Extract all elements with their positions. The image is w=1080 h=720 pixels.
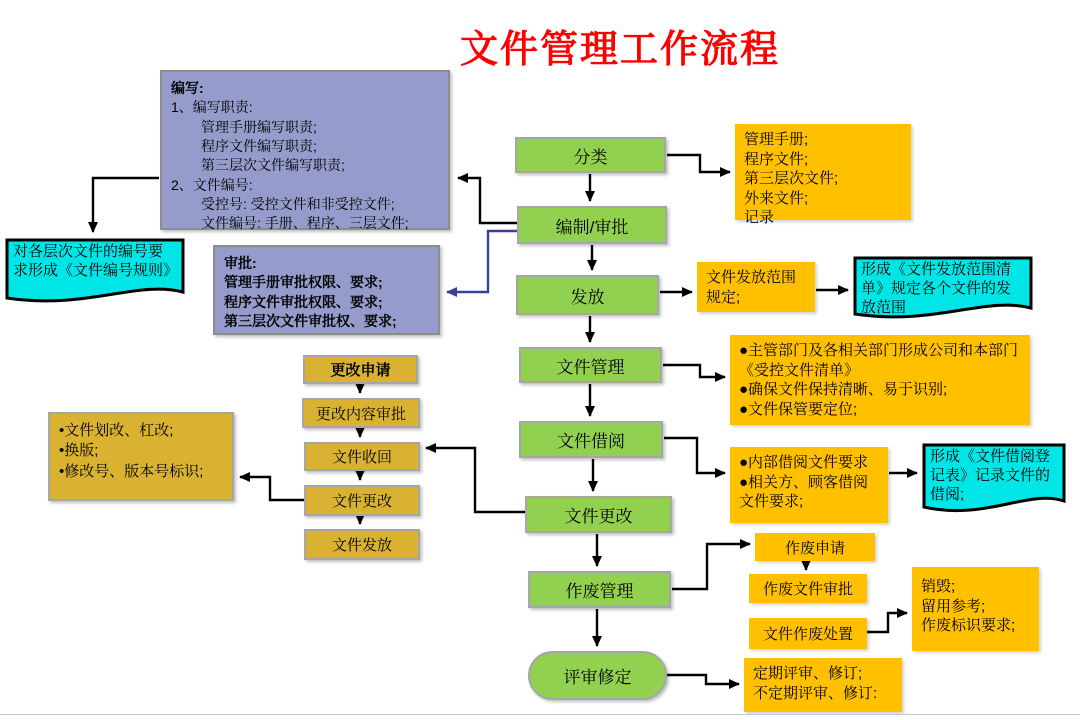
borrow-note bbox=[730, 447, 888, 523]
approve-note-line: 管理手册审批权限、要求; bbox=[224, 274, 383, 291]
approve-note-line: 程序文件审批权限、要求; bbox=[224, 293, 383, 310]
flow-step-distribute: 发放 bbox=[516, 275, 659, 315]
distribute-rule-note: 文件发放范围规定; bbox=[697, 262, 815, 312]
change-note bbox=[48, 412, 234, 501]
write-note-line: 2、文件编号: bbox=[171, 176, 253, 193]
dispose-note-line: 留用参考; bbox=[921, 597, 986, 615]
dispose-note bbox=[912, 567, 1039, 651]
flow-step-obsolete-manage: 作废管理 bbox=[528, 571, 671, 608]
borrow-note-line: ●内部借阅文件要求 bbox=[739, 454, 869, 471]
flow-step-doc-change: 文件更改 bbox=[525, 496, 672, 533]
obsolete-step-approve: 作废文件审批 bbox=[749, 574, 867, 603]
doc-types-line: 管理手册; bbox=[744, 131, 809, 148]
approve-note-heading: 审批: bbox=[224, 255, 257, 271]
flow-step-doc-borrow: 文件借阅 bbox=[519, 421, 663, 458]
change-step-change: 文件更改 bbox=[304, 485, 420, 516]
borrow-flag-text: 形成《文件借阅登记表》记录文件的借阅; bbox=[930, 448, 1051, 503]
bottom-divider bbox=[0, 714, 1080, 715]
review-note-line: 不定期评审、修订: bbox=[753, 684, 878, 702]
write-note-line: 第三层次文件编写职责; bbox=[201, 157, 345, 174]
approve-note bbox=[213, 245, 440, 335]
write-note bbox=[160, 70, 450, 230]
arrow-write-note-to-numbering-flag bbox=[93, 178, 159, 232]
change-step-recall: 文件收回 bbox=[304, 442, 420, 471]
arrow-compile-to-write-note bbox=[458, 178, 517, 223]
write-note-line: 文件编号: 手册、程序、三层文件; bbox=[201, 215, 409, 232]
doc-types-line: 第三层次文件; bbox=[744, 170, 839, 187]
arrow-compile-to-approve-note bbox=[447, 231, 517, 292]
write-note-heading: 编写: bbox=[171, 80, 204, 96]
doc-types-line: 记录 bbox=[744, 209, 775, 226]
arrow-borrow-to-borrow-note bbox=[664, 438, 725, 473]
change-step-content-approve: 更改内容审批 bbox=[302, 398, 420, 428]
write-note-line: 1、编写职责: bbox=[171, 99, 253, 116]
change-note-line: •修改号、版本号标识; bbox=[59, 462, 204, 480]
numbering-flag-text: 对各层次文件的编号要求形成《文件编号规则》 bbox=[13, 243, 179, 279]
arrow-obsolete-to-apply bbox=[672, 544, 750, 589]
doc-types-note bbox=[735, 124, 911, 226]
arrow-changeL-to-change-note bbox=[240, 477, 304, 500]
arrow-manage-to-manage-note bbox=[663, 365, 725, 377]
arrow-docchange-to-recall bbox=[426, 448, 526, 512]
approve-note-line: 第三层次文件审批权、要求; bbox=[224, 312, 397, 329]
arrow-dispose-to-dispose-note bbox=[866, 613, 907, 632]
write-note-line: 受控号: 受控文件和非受控文件; bbox=[201, 195, 395, 212]
doc-types-line: 程序文件; bbox=[744, 150, 809, 168]
dispose-note-line: 销毁; bbox=[921, 578, 956, 595]
write-note-line: 程序文件编写职责; bbox=[201, 137, 317, 154]
manage-note-line: ●确保文件保持清晰、易于识别; bbox=[739, 381, 948, 398]
change-note-line: •换版; bbox=[59, 442, 99, 460]
manage-note bbox=[730, 335, 1030, 425]
review-note bbox=[744, 658, 902, 712]
arrow-classify-to-doctypes bbox=[667, 155, 730, 172]
numbering-flag bbox=[5, 238, 185, 308]
dispose-note-line: 作废标识要求; bbox=[921, 617, 1016, 634]
doc-types-line: 外来文件; bbox=[744, 189, 809, 207]
change-step-apply: 更改申请 bbox=[303, 355, 418, 384]
borrow-note-line: ●相关方、顾客借阅文件要求; bbox=[739, 473, 869, 510]
borrow-flag bbox=[922, 443, 1066, 519]
obsolete-step-dispose: 文件作废处置 bbox=[749, 618, 867, 649]
flow-step-compile-approve: 编制/审批 bbox=[517, 206, 667, 244]
distribute-flag-text: 形成《文件发放范围清单》规定各个文件的发放范围 bbox=[861, 261, 1012, 316]
flow-step-doc-manage: 文件管理 bbox=[519, 347, 662, 383]
distribute-flag bbox=[853, 256, 1033, 324]
write-note-line: 管理手册编写职责; bbox=[201, 118, 317, 135]
flow-step-classify: 分类 bbox=[515, 137, 666, 173]
obsolete-step-apply: 作废申请 bbox=[755, 533, 875, 561]
page-title: 文件管理工作流程 bbox=[459, 29, 780, 71]
manage-note-line: ●文件保管要定位; bbox=[739, 400, 858, 418]
change-step-issue: 文件发放 bbox=[304, 529, 420, 560]
change-note-line: •文件划改、杠改; bbox=[59, 422, 174, 439]
manage-note-line: ●主管部门及各相关部门形成公司和本部门《受控文件清单》 bbox=[739, 342, 1019, 379]
flow-step-review-revise: 评审修定 bbox=[528, 651, 667, 700]
arrow-review-to-review-note bbox=[667, 675, 739, 684]
review-note-line: 定期评审、修订; bbox=[753, 665, 863, 682]
